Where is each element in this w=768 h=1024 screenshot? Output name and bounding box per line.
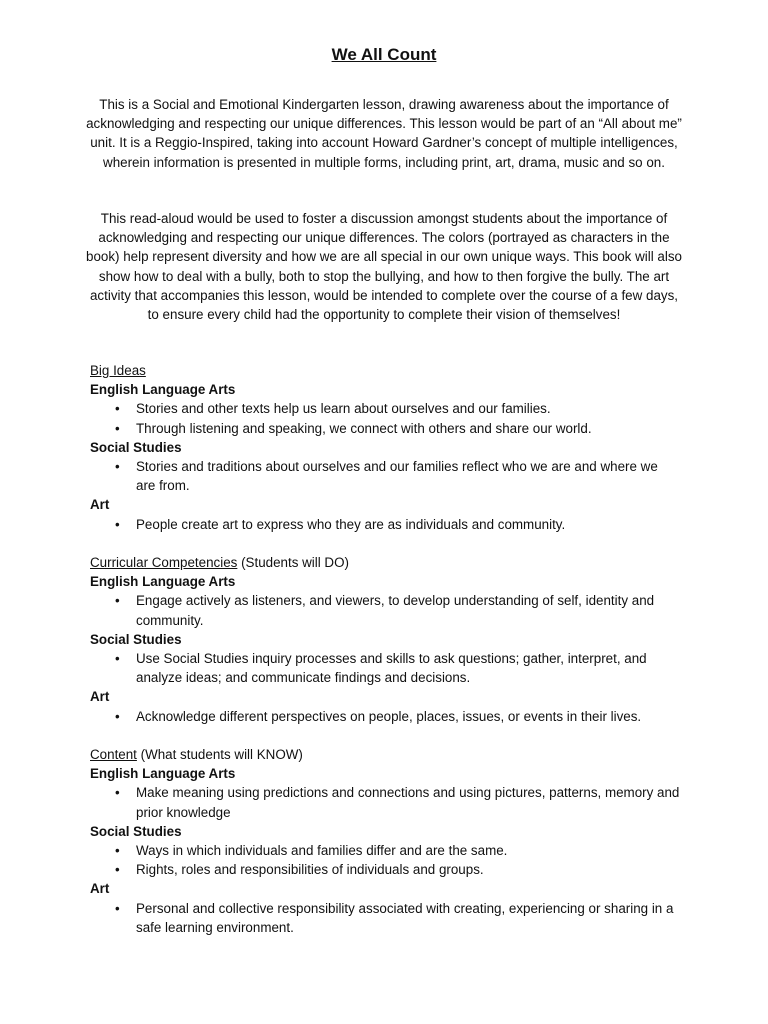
section-heading-title: Big Ideas [90,363,146,378]
list-item-text: Engage actively as listeners, and viewers, to develop understanding of self, identity and community. [136,593,655,628]
document-title: We All Count [331,45,437,64]
subject-heading: Art [90,689,110,705]
subject-heading: Social Studies [90,823,182,839]
list-item-text: People create art to express who they are as individuals and community. [136,516,566,532]
bullet-list [90,457,680,495]
list-item-text: Stories and traditions about ourselves and our families reflect who we are and where we are from. [136,459,658,494]
subject-heading: Social Studies [90,439,182,455]
section-big-ideas [90,361,680,534]
bullet-list [90,649,680,687]
list-item [90,860,680,879]
section-heading [90,361,680,380]
section-heading-note: (Students will DO) [237,555,349,571]
section-heading [90,553,680,572]
section-heading-title: Curricular Competencies [90,555,238,571]
list-item-text: Stories and other texts help us learn about ourselves and our families. [136,401,551,417]
subject-heading: English Language Arts [90,766,236,782]
bullet-list [90,841,680,879]
list-item-text: Acknowledge different perspectives on people, places, issues, or events in their lives. [136,708,642,724]
bullet-icon: • [115,516,120,532]
bullet-icon: • [115,785,120,801]
list-item [90,783,680,821]
section-curricular-competencies [90,553,680,726]
bullet-icon: • [115,651,120,667]
bullet-icon: • [115,843,120,859]
section-heading [90,745,680,764]
intro-paragraph-2: This read-aloud would be used to foster a discussion amongst students about the importance of acknowledging and respecting our unique differences. The colors (portrayed as characters in the book) help represent diversity and how we are all special in our own unique ways. This book will also show how to deal with a bully, both to stop the bullying, and how to then forgive the bully. The art activity that accompanies this lesson, would be intended to complete over the course of a few days, to ensure every child had the opportunity to complete their vision of themselves! [86,211,682,323]
list-item-text: Personal and collective responsibility associated with creating, experiencing or sharing in a safe learning environment. [136,900,674,935]
section-heading-title: Content [90,747,137,763]
subject-heading: English Language Arts [90,574,236,590]
bullet-list [90,399,680,437]
subject-heading: English Language Arts [90,382,236,398]
list-item [90,591,680,629]
list-item-text: Ways in which individuals and families differ and are the same. [136,843,508,859]
subject-heading: Art [90,497,110,513]
list-item-text: Through listening and speaking, we connect with others and share our world. [136,420,592,436]
list-item [90,649,680,687]
list-item [90,707,680,726]
bullet-icon: • [115,862,120,878]
bullet-icon: • [115,459,120,475]
subject-heading: Social Studies [90,631,182,647]
list-item [90,841,680,860]
bullet-list [90,783,680,821]
bullet-list [90,515,680,534]
list-item [90,419,680,438]
subject-heading: Art [90,881,110,897]
intro-paragraph-1: This is a Social and Emotional Kindergarten lesson, drawing awareness about the importance of acknowledging and respecting our unique differences. This lesson would be part of an “All about me” unit. It is a Reggio-Inspired, taking into account Howard Gardner’s concept of multiple intelligences, wherein information is presented in multiple forms, including print, art, drama, music and so on. [86,97,682,170]
bullet-list [90,707,680,726]
list-item-text: Make meaning using predictions and connections and using pictures, patterns, memory and prior knowledge [136,785,680,820]
bullet-icon: • [115,401,120,417]
list-item [90,399,680,418]
list-item [90,899,680,937]
list-item-text: Use Social Studies inquiry processes and skills to ask questions; gather, interpret, and analyze ideas; and communicate findings and decisions. [136,651,647,686]
section-content [90,745,680,937]
list-item-text: Rights, roles and responsibilities of individuals and groups. [136,862,484,878]
bullet-icon: • [115,420,120,436]
bullet-list [90,899,680,937]
bullet-icon: • [115,708,120,724]
section-heading-note: (What students will KNOW) [136,747,303,763]
list-item [90,457,680,495]
list-item [90,515,680,534]
curriculum-sections [90,361,680,956]
bullet-icon: • [115,900,120,916]
bullet-icon: • [115,593,120,609]
bullet-list [90,591,680,629]
